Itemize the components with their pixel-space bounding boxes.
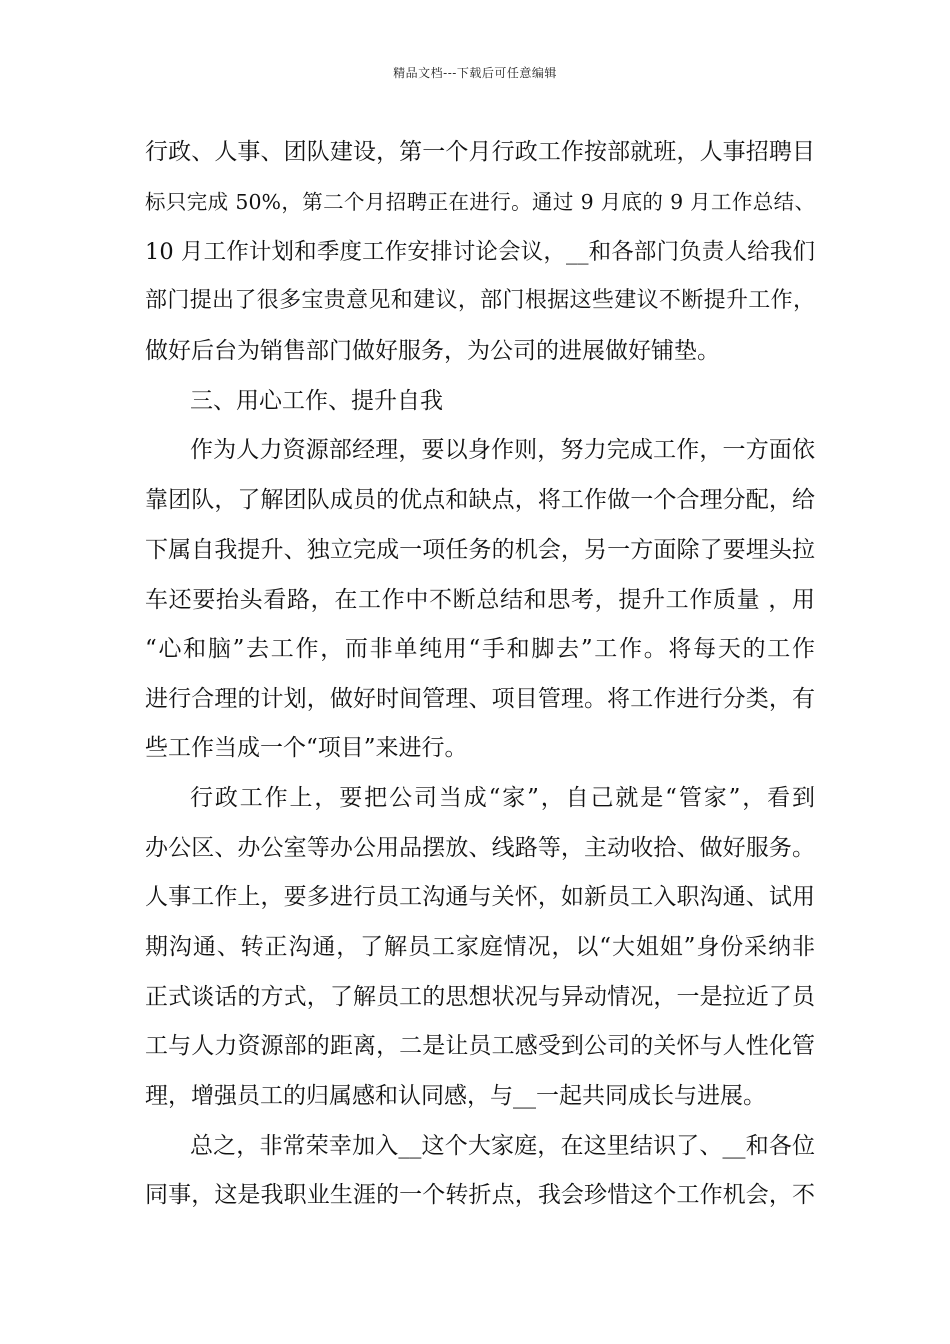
body-line: 理，增强员工的归属感和认同感，与__一起共同成长与进展。 bbox=[145, 1083, 766, 1109]
body-line: 期沟通、转正沟通，了解员工家庭情况，以“大姐姐”身份采纳非 bbox=[145, 934, 815, 960]
body-line: 进行合理的计划，做好时间管理、项目管理。将工作进行分类，有 bbox=[145, 686, 815, 712]
body-line: 正式谈话的方式，了解员工的思想状况与异动情况，一是拉近了员 bbox=[145, 984, 815, 1010]
body-line: 人事工作上，要多进行员工沟通与关怀，如新员工入职沟通、试用 bbox=[145, 884, 815, 910]
body-line: 靠团队，了解团队成员的优点和缺点，将工作做一个合理分配，给 bbox=[145, 487, 815, 513]
body-line: 作为人力资源部经理，要以身作则，努力完成工作，一方面依 bbox=[190, 437, 815, 463]
body-line: 标只完成 50%，第二个月招聘正在进行。通过 9 月底的 9 月工作总结、 bbox=[145, 190, 815, 214]
body-line: 些工作当成一个“项目”来进行。 bbox=[145, 735, 468, 761]
section-heading: 三、用心工作、提升自我 bbox=[190, 388, 443, 414]
body-line: “心和脑”去工作，而非单纯用“手和脚去”工作。将每天的工作 bbox=[145, 636, 815, 662]
body-line: 10 月工作计划和季度工作安排讨论会议，__和各部门负责人给我们 bbox=[145, 239, 815, 265]
page-header: 精品文档---下载后可任意编辑 bbox=[393, 66, 557, 80]
body-line: 部门提出了很多宝贵意见和建议，部门根据这些建议不断提升工作， bbox=[145, 288, 815, 313]
body-line: 行政工作上，要把公司当成“家”，自己就是“管家”，看到 bbox=[190, 785, 815, 811]
body-line: 行政、人事、团队建设，第一个月行政工作按部就班，人事招聘目 bbox=[145, 139, 815, 165]
body-line: 同事，这是我职业生涯的一个转折点，我会珍惜这个工作机会，不 bbox=[145, 1182, 815, 1208]
body-line: 总之，非常荣幸加入__这个大家庭，在这里结识了、__和各位 bbox=[190, 1133, 815, 1159]
body-line: 工与人力资源部的距离，二是让员工感受到公司的关怀与人性化管 bbox=[145, 1033, 815, 1059]
body-line: 办公区、办公室等办公用品摆放、线路等，主动收拾、做好服务。 bbox=[145, 835, 815, 861]
body-line: 做好后台为销售部门做好服务，为公司的进展做好铺垫。 bbox=[145, 338, 720, 364]
body-line: 车还要抬头看路，在工作中不断总结和思考，提升工作质量 ，用 bbox=[145, 587, 815, 613]
body-line: 下属自我提升、独立完成一项任务的机会，另一方面除了要埋头拉 bbox=[145, 537, 815, 563]
